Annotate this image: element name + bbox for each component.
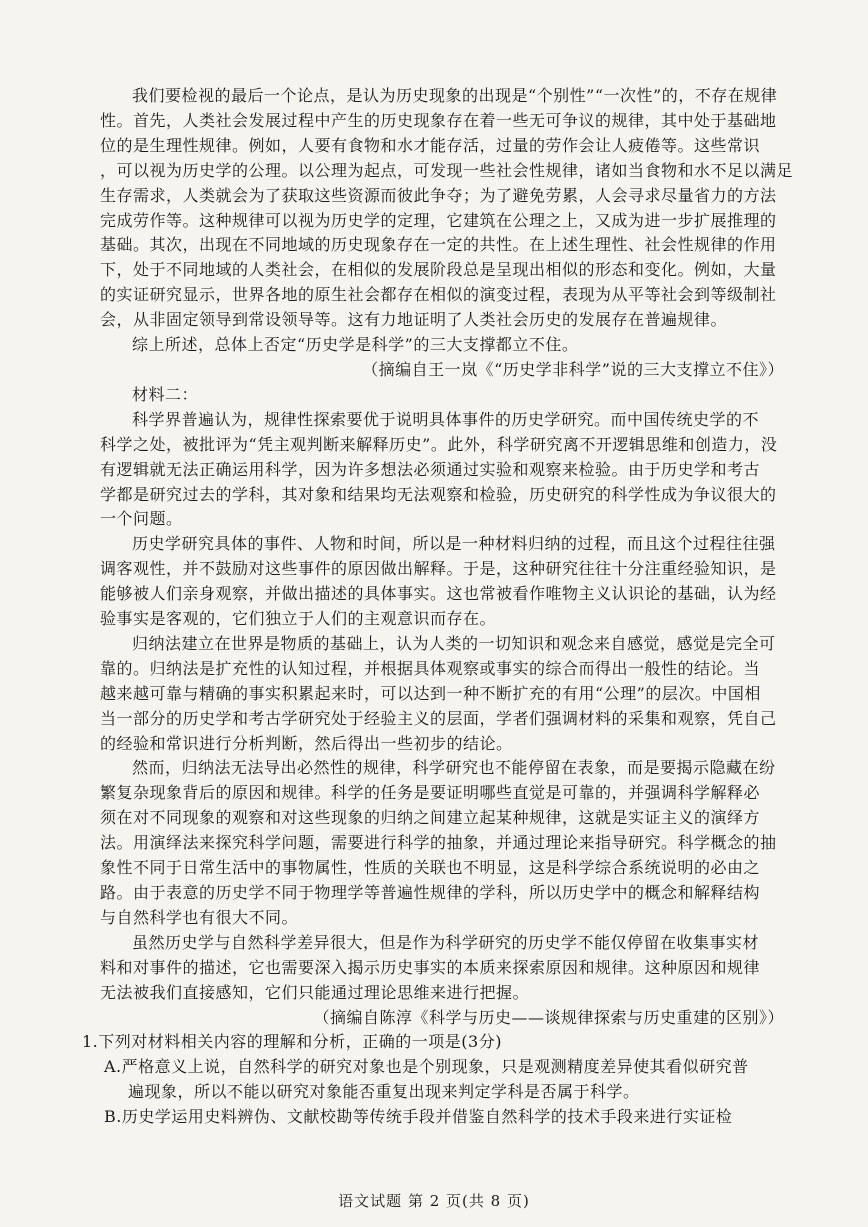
option-b: B.历史学运用史料辨伪、文献校勘等传统手段并借鉴自然科学的技术手段来进行实证检 xyxy=(104,1107,733,1127)
text-line: 象性不同于日常生活中的事物属性，性质的关联也不明显，这是科学综合系统说明的必由之 xyxy=(100,858,761,878)
page-footer: 语文试题 第 2 页(共 8 页) xyxy=(338,1192,530,1210)
text-line: 归纳法建立在世界是物质的基础上，认为人类的一切知识和观念来自感觉，感觉是完全可 xyxy=(132,633,776,653)
material1-source: （摘编自王一岚《“历史学非科学”说的三大支撑立不住》） xyxy=(362,359,784,379)
text-line: 历史学研究具体的事件、人物和时间，所以是一种材料归纳的过程，而且这个过程往往强 xyxy=(132,534,776,554)
text-line: 科学界普遍认为，规律性探索要优于说明具体事件的历史学研究。而中国传统史学的不 xyxy=(132,409,760,429)
text-line: 性。首先，人类社会发展过程中产生的历史现象存在着一些无可争议的规律，其中处于基础地 xyxy=(100,110,777,130)
text-line: 基础。其次，出现在不同地域的历史现象存在一定的共性。在上述生理性、社会性规律的作用 xyxy=(100,235,777,255)
text-line: 靠的。归纳法是扩充性的认知过程，并根据具体观察或事实的综合而得出一般性的结论。当 xyxy=(100,658,761,678)
text-line: 料和对事件的描述，它也需要深入揭示历史事实的本质来探索原因和规律。这种原因和规律 xyxy=(100,957,761,977)
text-line: 验事实是客观的，它们独立于人们的主观意识而存在。 xyxy=(100,609,497,629)
text-line: 与自然科学也有很大不同。 xyxy=(100,907,299,927)
text-line: 生存需求，人类就会为了获取这些资源而彼此争夺；为了避免劳累，人会寻求尽量省力的方法 xyxy=(100,185,777,205)
text-line: 能够被人们亲身观察，并做出描述的具体事实。这也常被看作唯物主义认识论的基础，认为经 xyxy=(100,584,777,604)
text-line: 一个问题。 xyxy=(100,509,183,529)
text-line: 有逻辑就无法正确运用科学，因为许多想法必须通过实验和观察来检验。由于历史学和考古 xyxy=(100,459,761,479)
text-line: 的经验和常识进行分析判断，然后得出一些初步的结论。 xyxy=(100,733,513,753)
text-line: 路。由于表意的历史学不同于物理学等普遍性规律的学科，所以历史学中的概念和解释结构 xyxy=(100,883,761,902)
text-line: 位的是生理性规律。例如，人要有食物和水才能存活，过量的劳作会让人疲倦等。这些常识 xyxy=(100,135,761,155)
text-line: 须在对不同现象的观察和对这些现象的归纳之间建立起某种规律，这就是实证主义的演绎方 xyxy=(100,808,761,828)
text-line: 科学之处，被批评为“凭主观判断来解释历史”。此外，科学研究离不开逻辑思维和创造力，没 xyxy=(100,434,778,454)
text-line: 下，处于不同地域的人类社会，在相似的发展阶段总是呈现出相似的形态和变化。例如，大量 xyxy=(100,260,777,280)
material2-source: （摘编自陈淳《科学与历史——谈规律探索与历史重建的区别》） xyxy=(313,1007,784,1027)
text-line: 完成劳作等。这种规律可以视为历史学的定理，它建筑在公理之上，又成为进一步扩展推理的 xyxy=(100,210,777,230)
text-line: 当一部分的历史学和考古学研究处于经验主义的层面，学者们强调材料的采集和观察，凭自己 xyxy=(100,708,777,728)
material2-heading: 材料二： xyxy=(132,384,199,404)
text-line: 繁复杂现象背后的原因和规律。科学的任务是要证明哪些直觉是可靠的，并强调科学解释必 xyxy=(100,783,761,803)
text-line: 无法被我们直接感知，它们只能通过理论思维来进行把握。 xyxy=(100,982,530,1002)
option-a-continued: 遍现象，所以不能以研究对象能否重复出现来判定学科是否属于科学。 xyxy=(128,1082,640,1102)
text-line: 然而，归纳法无法导出必然性的规律，科学研究也不能停留在表象，而是要揭示隐藏在纷 xyxy=(132,758,776,778)
material1-conclusion: 综上所述，总体上否定“历史学是科学”的三大支撑都立不住。 xyxy=(132,335,579,355)
option-a: A.严格意义上说，自然科学的研究对象也是个别现象，只是观测精度差异使其看似研究普 xyxy=(104,1057,749,1077)
text-line: 的实证研究显示，世界各地的原生社会都存在相似的演变过程，表现为从平等社会到等级制社 xyxy=(100,285,777,305)
text-line: 学都是研究过去的学科，其对象和结果均无法观察和检验，历史研究的科学性成为争议很大的 xyxy=(100,484,777,504)
text-line: 我们要检视的最后一个论点，是认为历史现象的出现是“个别性”“一次性”的，不存在规律 xyxy=(132,86,778,105)
text-line: ，可以视为历史学的公理。以公理为起点，可发现一些社会性规律，诸如当食物和水不足以满足 xyxy=(100,160,794,180)
text-body xyxy=(82,84,794,1130)
text-line: 越来越可靠与精确的事实积累起来时，可以达到一种不断扩充的有用“公理”的层次。中国相 xyxy=(100,683,761,703)
text-line: 会，从非固定领导到常设领导等。这有力地证明了人类社会历史的发展存在普遍规律。 xyxy=(100,310,728,330)
text-line: 虽然历史学与自然科学差异很大，但是作为科学研究的历史学不能仅停留在收集事实材 xyxy=(132,932,760,952)
text-line: 调客观性，并不鼓励对这些事件的原因做出解释。于是，这种研究往往十分注重经验知识，是 xyxy=(100,559,777,579)
question-stem: 1.下列对材料相关内容的理解和分析，正确的一项是(3分) xyxy=(82,1032,502,1052)
text-line: 法。用演绎法来探究科学问题，需要进行科学的抽象，并通过理论来指导研究。科学概念的抽 xyxy=(100,833,777,853)
